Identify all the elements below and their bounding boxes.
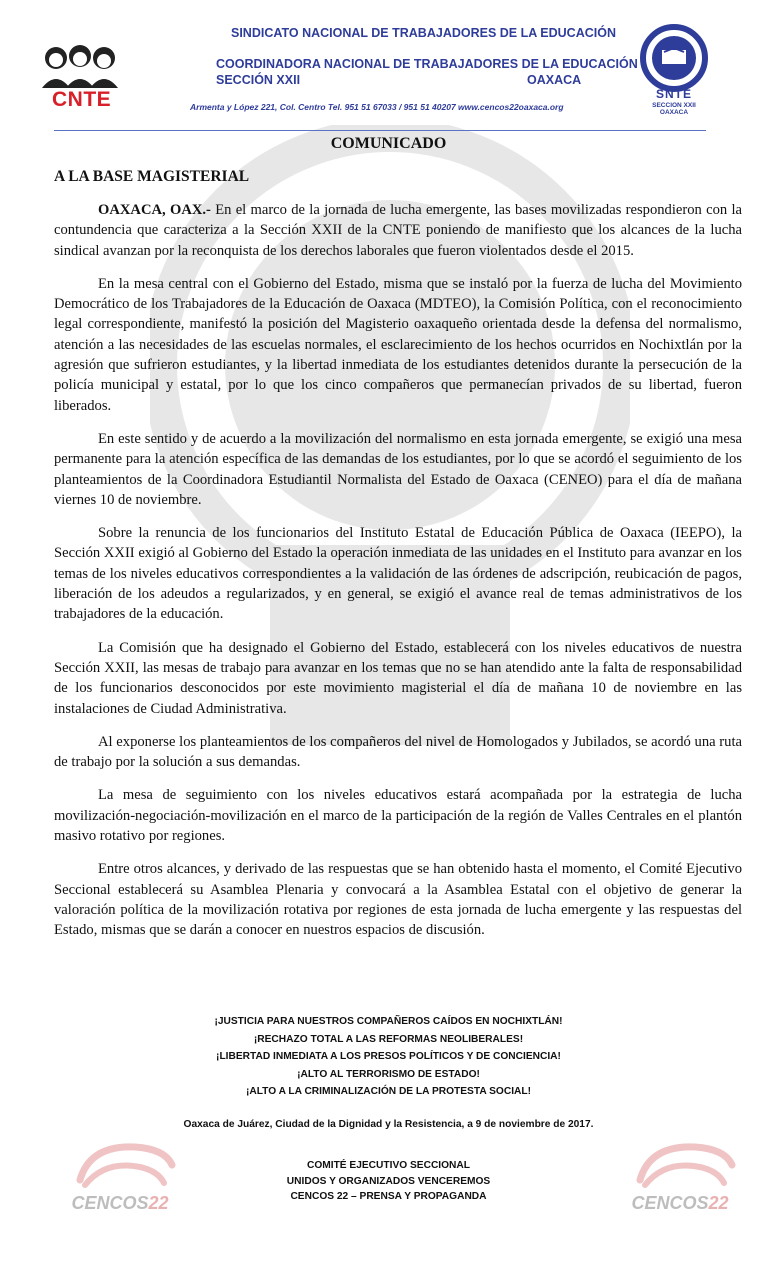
slogan: ¡LIBERTAD INMEDIATA A LOS PRESOS POLÍTICOS Y DE CONCIENCIA! (216, 1051, 561, 1062)
portraits-icon (38, 40, 133, 90)
cencos-logo-right (620, 1135, 740, 1215)
slogan: ¡ALTO A LA CRIMINALIZACIÓN DE LA PROTESTA SOCIAL! (245, 1086, 532, 1097)
snte-logo-section: SECCION XXII (652, 102, 696, 109)
snte-emblem-icon (634, 24, 714, 116)
slogan: ¡JUSTICIA PARA NUESTROS COMPAÑEROS CAÍDOS EN NOCHIXTLÁN! (214, 1016, 563, 1027)
header-divider (54, 130, 706, 131)
paragraph: Sobre la renuncia de los funcionarios del Instituto Estatal de Educación Pública de Oaxaca (IEEPO), la Sección XXII exigió al Gobierno del Estado la operación inmediata de las unidades en el Instituto para avanzar en los temas de los niveles educativos correspondientes a la validación de las órdenes de adscripción, reubicación de pagos, liberación de los adeudos a regularizados, y en general, se exigió el avance real de temas administrativos de los trabajadores de la educación. (54, 525, 742, 623)
slogans (0, 1013, 777, 1101)
cencos-logo-left (60, 1135, 180, 1215)
paragraph: En este sentido y de acuerdo a la movilización del normalismo en esta jornada emergente, se exigió una mesa permanente para la atención específica de las demandas de los estudiantes, por lo que se acordó el seguimiento de los planteamientos de la Coordinadora Estudiantil Normalista del Estado de Oaxaca (CENEO) para el día de mañana viernes 10 de noviembre. (54, 430, 742, 508)
letterhead (0, 0, 777, 130)
contact-info: Armenta y López 221, Col. Centro Tel. 951 51 67033 / 951 51 40207 www.cencos22oaxaca.org (190, 102, 564, 112)
cencos-swoosh-icon (620, 1135, 740, 1195)
snte-logo-state: OAXACA (659, 109, 689, 116)
dateline: OAXACA, OAX.- (98, 202, 211, 218)
signature-line: COMITÉ EJECUTIVO SECCIONAL (306, 1160, 470, 1171)
union-name: SINDICATO NACIONAL DE TRABAJADORES DE LA EDUCACIÓN (231, 26, 616, 40)
cencos-number: 22 (708, 1193, 729, 1213)
cencos-word: CENCOS (631, 1193, 709, 1213)
paragraph: Al exponerse los planteamientos de los compañeros del nivel de Homologados y Jubilados, se acordó una ruta de trabajo por la solución a sus demandas. (54, 733, 742, 771)
cnte-logo-text: CNTE (52, 88, 112, 111)
paragraph: La Comisión que ha designado el Gobierno del Estado, establecerá con los niveles educativos de nuestra Sección XXII, las mesas de trabajo para avanzar en los temas que no se han atendido ante la falta de responsabilidad de los funcionarios desconocidos por este movimiento magisterial el día de mañana 10 de noviembre en las instalaciones de Ciudad Administrativa. (54, 639, 742, 717)
slogan: ¡RECHAZO TOTAL A LAS REFORMAS NEOLIBERALES! (253, 1033, 524, 1045)
slogan: ¡ALTO AL TERRORISMO DE ESTADO! (297, 1068, 480, 1080)
paragraph: En la mesa central con el Gobierno del Estado, misma que se instaló por la fuerza de lucha del Movimiento Democrático de los Trabajadores de la Educación de Oaxaca (MDTEO), la Comisión Política, con el reconocimiento legal correspondiente, manifestó la posición del Magisterio oaxaqueño orientada desde la defensa del normalismo, atención a las necesidades de las escuelas normales, el esclarecimiento de los hechos ocurridos en Nochixtlán por la agresión que sufrieron estudiantes, y la libertad inmediata de los estudiantes detenidos durante la persecución de la policía municipal y estatal, por lo que los cinco compañeros que permanecían privados de su libertad, fueron liberados. (54, 275, 742, 414)
paragraph: La mesa de seguimiento con los niveles educativos estará acompañada por la estrategia de lucha movilización-negociación-movilización en el marco de la participación de la región de Valles Centrales en el plantón masivo rotativo por regiones. (54, 787, 742, 845)
cencos-number: 22 (148, 1193, 169, 1213)
paragraph: Entre otros alcances, y derivado de las respuestas que se han obtenido hasta el momento, el Comité Ejecutivo Seccional establecerá su Asamblea Plenaria y convocará a la Asamblea Estatal con el objetivo de generar la valoración política de la movilización rotativa por regiones de esta jornada de lucha emergente y las respuestas del Estado, mismas que se darán a conocer en nuestros espacios de discusión. (54, 861, 742, 939)
signature-line: CENCOS 22 – PRENSA Y PROPAGANDA (290, 1191, 487, 1202)
place-date: Oaxaca de Juárez, Ciudad de la Dignidad y la Resistencia, a 9 de noviembre de 2017. (183, 1119, 594, 1130)
cencos-swoosh-icon (60, 1135, 180, 1195)
paragraph (54, 200, 742, 261)
cnte-logo (38, 40, 133, 115)
document-body (54, 200, 742, 954)
snte-logo-text: SNTE (655, 87, 693, 101)
signature-line: UNIDOS Y ORGANIZADOS VENCEREMOS (286, 1175, 491, 1187)
section-name: SECCIÓN XXII (216, 73, 301, 87)
state-name: OAXACA (527, 73, 582, 87)
document-title: COMUNICADO (330, 135, 447, 152)
paragraph-text: En el marco de la jornada de lucha emergente, las bases movilizadas respondieron con la contundencia que caracteriza a la Sección XXII de la CNTE poniendo de manifiesto que los alcances de la lucha sindical avanzan por la reconquista de los derechos laborales que fueron violentados desde el 2015. (54, 202, 742, 259)
cencos-word: CENCOS (71, 1193, 149, 1213)
document-recipient: A LA BASE MAGISTERIAL (54, 168, 250, 185)
coordinadora-name: COORDINADORA NACIONAL DE TRABAJADORES DE LA EDUCACIÓN (216, 57, 638, 71)
snte-logo (634, 24, 714, 116)
